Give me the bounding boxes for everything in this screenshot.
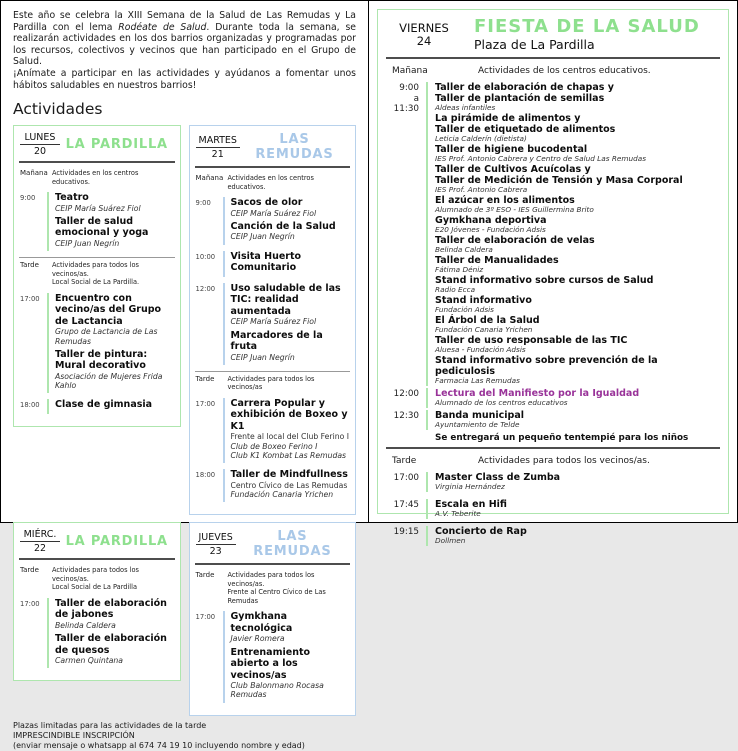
time-slot (195, 469, 351, 502)
time-label (386, 499, 426, 519)
activity-subtitle: Leticia Calderín (dietista) (435, 134, 527, 143)
time-line: 17:00 (195, 399, 216, 408)
activity (435, 410, 720, 429)
session-label: Mañana (20, 169, 48, 178)
activity (231, 611, 351, 643)
title-line: Stand informativo (435, 295, 532, 306)
time-line: 17:45 (393, 500, 420, 510)
intro-lema: Rodéate de Salud (118, 21, 207, 33)
activity (55, 399, 175, 411)
snack-note: Se entregará un pequeño tentempié para los niños (435, 433, 689, 443)
day-name: LUNES (20, 132, 60, 145)
friday-day (388, 22, 460, 48)
friday-day-date: 24 (416, 33, 432, 48)
activity-subtitle: E20 Jóvenes - Fundación Adsis (435, 225, 546, 234)
slot-activities (426, 472, 720, 492)
activity-title (231, 469, 351, 481)
session-label: Tarde (195, 571, 215, 580)
location-title: LAS REMUDAS (255, 132, 334, 163)
divider (195, 166, 351, 168)
location-title: LA PARDILLA (65, 534, 168, 550)
activity-subtitle: Fundación Canaria Yrichen (435, 325, 533, 334)
session-header (19, 563, 175, 596)
time-slot (195, 398, 351, 463)
day-number: 21 (211, 148, 224, 160)
title-line: Gymkhana deportiva (435, 215, 547, 226)
time-line: 12:00 (393, 389, 420, 399)
title-line: Taller de pintura: Mural decorativo (55, 348, 148, 372)
activity (435, 472, 720, 491)
activity-subtitle: Aldeas infantiles (435, 103, 496, 112)
activity-title (231, 398, 351, 433)
activity-title (231, 330, 351, 353)
activity-title (55, 633, 175, 656)
slot-activities (426, 82, 720, 386)
friday-title-block (460, 17, 718, 52)
activity-title (231, 197, 351, 209)
title-line: Sacos de olor (230, 197, 303, 209)
divider (386, 447, 720, 449)
friday-subtitle: Plaza de La Pardilla (474, 37, 595, 52)
session-header (19, 257, 175, 291)
activity-subtitle: Javier Romera (230, 634, 285, 644)
intro-cta: ¡Anímate a participar en las actividades y ayúdanos a fomentar unos hábitos saludables en nuestros barrios! (13, 67, 357, 91)
activity-title (55, 349, 175, 372)
title-line: Taller de etiquetado de alimentos (435, 124, 616, 135)
session-header (195, 568, 351, 609)
activity (435, 388, 720, 407)
friday-morning-header (386, 62, 720, 81)
activity-title (55, 216, 175, 239)
session-header (195, 171, 351, 195)
registration-note (13, 721, 356, 751)
time-label (195, 251, 223, 277)
title-line: Taller de uso responsable de las TIC (435, 335, 628, 346)
time-slot (195, 283, 351, 365)
time-slot (19, 293, 175, 394)
slot-activities (426, 388, 720, 408)
activity (231, 398, 351, 460)
activity (435, 295, 720, 314)
time-slot (195, 197, 351, 245)
title-line: Canción de la Salud (230, 220, 336, 232)
activity (55, 216, 175, 248)
activity-subtitle: Alumnado de los centros educativos (435, 398, 568, 407)
day-box-martes (189, 125, 357, 515)
activity-subtitle: Grupo de Lactancia de Las Remudas (55, 327, 158, 346)
activity-subtitle: Ayuntamiento de Telde (435, 420, 520, 429)
time-slot (386, 410, 720, 430)
location-title: LAS REMUDAS (253, 529, 332, 560)
session-label: Tarde (20, 261, 39, 270)
friday-morning-slots (386, 82, 720, 430)
divider (19, 558, 175, 560)
title-line: Stand informativo sobre cursos de Salud (435, 275, 654, 286)
activity-title (55, 192, 175, 204)
session-note-line: Actividades para todos los vecinos/as. (52, 261, 139, 278)
activity-subtitle: Centro Cívico de Las Remudas (230, 480, 348, 490)
activity (231, 251, 351, 274)
session-note-line: Frente al Centro Cívico de Las Remudas (227, 588, 326, 605)
activity-title (435, 275, 720, 286)
title-line: Entrenamiento abierto a los vecinos/as (230, 646, 311, 681)
title-line: Taller de salud emocional y yoga (55, 215, 149, 239)
divider (19, 161, 175, 163)
activity (435, 235, 720, 254)
title-line: Taller de Mindfullness (230, 469, 348, 481)
friday-day-name: VIERNES (399, 20, 449, 35)
title-line: Master Class de Zumba (435, 472, 561, 483)
time-label (386, 410, 426, 430)
activity (435, 144, 720, 163)
time-line: 17:00 (393, 473, 420, 483)
time-label (195, 283, 223, 365)
footer-line3: (enviar mensaje o whatsapp al 674 74 19 10 incluyendo nombre y edad) (13, 740, 305, 750)
time-line: 18:00 (20, 401, 40, 410)
session-note-line: Actividades en los centros educativos. (52, 169, 139, 186)
day-name: MIÉRC. (20, 529, 60, 542)
friday-afternoon-slots (386, 472, 720, 546)
day-number: 22 (33, 543, 47, 555)
activity (231, 469, 351, 499)
day-date (20, 529, 60, 554)
session-label: Tarde (20, 566, 39, 575)
activity-title (435, 164, 720, 186)
intro-text (13, 10, 356, 68)
activity-subtitle: Club K1 Kombat Las Remudas (230, 450, 347, 460)
activity-title (55, 598, 175, 621)
activity-subtitle: Belinda Caldera (435, 245, 493, 254)
intro-part1: Este año se celebra la XIII Semana de la Salud de Las Remudas y La Pardilla con el lema (13, 10, 357, 33)
time-line: 9:00 (195, 199, 211, 208)
title-line: Uso saludable de las TIC: realidad aumentada (230, 282, 341, 317)
slot-activities (47, 293, 175, 394)
time-line: 19:15 (393, 527, 420, 537)
title-line: El azúcar en los alimentos (435, 195, 575, 206)
time-line: 10:00 (195, 252, 216, 261)
activity (435, 335, 720, 354)
title-line: Taller de elaboración de velas (435, 235, 595, 246)
activity (435, 526, 720, 545)
day-date (196, 135, 240, 160)
day-date (196, 532, 236, 557)
time-slot (19, 598, 175, 669)
time-line: 9:00 (20, 194, 36, 203)
activity-subtitle: Fundación Canaria Yrichen (230, 490, 334, 500)
title-line: Visita Huerto Comunitario (230, 250, 302, 274)
title-line: Gymkhana tecnológica (230, 611, 293, 634)
activity-subtitle: CEIP María Suárez Fiol (230, 208, 317, 218)
activity (231, 330, 351, 362)
activity-title (231, 647, 351, 682)
activity-title (435, 355, 720, 377)
footer-line2: IMPRESCINDIBLE INSCRIPCIÓN (13, 730, 135, 740)
title-line: El Árbol de la Salud (435, 315, 540, 326)
time-label (195, 398, 223, 463)
activity (231, 197, 351, 218)
time-label (19, 399, 47, 414)
activities-heading: Actividades (13, 100, 103, 119)
activity-title (231, 251, 351, 274)
time-slot (19, 399, 175, 414)
location-title: LA PARDILLA (65, 137, 168, 153)
activity-subtitle: IES Prof. Antonio Cabrera (435, 185, 528, 194)
session-note (52, 169, 174, 186)
slot-activities (47, 598, 175, 669)
activity-title (55, 293, 175, 328)
time-label (386, 388, 426, 408)
time-line: 9:00 (399, 83, 420, 93)
title-line: La pirámide de alimentos y (435, 113, 581, 124)
activity (435, 113, 720, 143)
day-box-lunes (13, 125, 181, 427)
title-line: Taller de elaboración de chapas y (435, 82, 614, 93)
session-label: Tarde (392, 456, 417, 466)
day-box-jueves (189, 522, 357, 715)
activity-subtitle: Belinda Caldera (55, 620, 116, 630)
time-slot (19, 192, 175, 251)
day-name: JUEVES (196, 532, 236, 545)
activity-subtitle: Carmen Quintana (55, 656, 124, 666)
activity-subtitle: CEIP María Suárez Fiol (55, 203, 141, 213)
slot-activities (223, 398, 351, 463)
time-label (195, 469, 223, 502)
time-label (19, 598, 47, 669)
activity-title (55, 399, 175, 411)
slot-activities (223, 611, 351, 702)
time-line: 11:30 (393, 104, 420, 114)
activity-title (231, 283, 351, 318)
activity (435, 275, 720, 294)
day-box-mirc (13, 522, 181, 681)
title-line: Taller de Medición de Tensión y Masa Corporal (435, 175, 683, 186)
activity (55, 598, 175, 630)
title-line: Banda municipal (435, 410, 524, 421)
session-label: Tarde (195, 374, 215, 383)
activity (435, 82, 720, 112)
activity-subtitle: Fátima Déniz (435, 265, 484, 274)
time-label (195, 197, 223, 245)
activity-subtitle: CEIP Juan Negrín (230, 232, 295, 242)
session-header (195, 371, 351, 396)
time-label (19, 293, 47, 394)
session-note-line: Local Social de La Pardilla (52, 583, 138, 592)
session-note-line: Actividades para todos los vecinos/as. (52, 566, 139, 583)
time-line: 12:00 (195, 284, 216, 293)
activity-title (435, 113, 720, 135)
activity-subtitle: Fundación Adsis (435, 305, 494, 314)
activity (231, 647, 351, 700)
activity (231, 221, 351, 242)
time-line: a (413, 93, 420, 104)
time-slot (195, 611, 351, 702)
activity (231, 283, 351, 327)
activity (435, 315, 720, 334)
time-label (386, 472, 426, 492)
friday-title: FIESTA DE LA SALUD (474, 16, 700, 37)
activity (55, 349, 175, 391)
session-header (19, 166, 175, 190)
activity-title (435, 526, 720, 537)
activity (435, 499, 720, 518)
session-label: Mañana (195, 174, 224, 183)
day-boxes-grid (13, 125, 356, 716)
time-slot (386, 526, 720, 546)
title-line: Concierto de Rap (435, 526, 527, 537)
activity-title (435, 82, 720, 104)
activity-subtitle: IES Prof. Antonio Cabrera y Centro de Salud Las Remudas (435, 154, 647, 163)
title-line: Escala en Hifi (435, 499, 507, 510)
time-slot (386, 472, 720, 492)
activity-subtitle: A.V. Teberite (435, 509, 481, 518)
day-name: MARTES (196, 135, 240, 148)
time-line: 17:00 (20, 294, 40, 303)
activity-title (231, 221, 351, 233)
activity-subtitle: Asociación de Mujeres Frida Kahlo (55, 371, 163, 391)
slot-activities (426, 410, 720, 430)
title-line: Teatro (55, 192, 89, 204)
title-line: Taller de elaboración de jabones (55, 597, 167, 621)
activity-subtitle: Alumnado de 3º ESO - IES Guillermina Brito (435, 205, 594, 214)
slot-activities (47, 192, 175, 251)
activity (435, 255, 720, 274)
day-box-header (19, 528, 175, 558)
day-number: 23 (209, 545, 222, 557)
session-note (228, 375, 350, 392)
friday-panel (377, 9, 729, 545)
time-slot (386, 388, 720, 408)
activity-subtitle: Farmacia Las Remudas (435, 376, 520, 385)
time-label (386, 82, 426, 386)
time-label (19, 192, 47, 251)
friday-afternoon-header (386, 452, 720, 471)
time-slot (195, 251, 351, 277)
day-box-header (195, 528, 351, 563)
left-page (1, 1, 369, 750)
session-note-line: Local Social de La Pardilla. (52, 278, 140, 287)
activity-subtitle: Club Balonmano Rocasa Remudas (230, 681, 324, 700)
title-line: Carrera Popular y exhibición de Boxeo y K1 (230, 397, 348, 432)
session-note: Actividades para todos los vecinos/as. (478, 456, 650, 466)
session-note (228, 571, 350, 605)
activity (55, 633, 175, 665)
title-line: Stand informativo sobre prevención de la pediculosis (435, 355, 658, 377)
title-line: Taller de elaboración de quesos (55, 633, 167, 656)
intro-paragraph (13, 10, 356, 91)
slot-activities (223, 251, 351, 277)
activity-subtitle: CEIP María Suárez Fiol (230, 317, 317, 327)
session-note (52, 566, 174, 592)
activity (435, 164, 720, 194)
slot-activities (223, 469, 351, 502)
activity-title (231, 611, 351, 634)
time-slot (386, 82, 720, 386)
activity-subtitle: CEIP Juan Negrín (55, 238, 120, 248)
title-line: Taller de Manualidades (435, 255, 559, 266)
day-box-header (19, 131, 175, 161)
session-label: Mañana (392, 66, 428, 76)
day-number: 20 (33, 146, 47, 158)
activity-subtitle: Dollmen (435, 536, 466, 545)
activity-subtitle: Radio Ecca (435, 285, 476, 294)
session-note (52, 261, 174, 287)
time-line: 12:30 (393, 411, 420, 421)
session-note-line: Actividades para todos los vecinos/as (227, 374, 315, 392)
slot-activities (47, 399, 175, 414)
activity-subtitle: Virginia Hernández (435, 482, 505, 491)
day-date (20, 132, 60, 157)
right-page (369, 1, 737, 545)
activity-subtitle: Aluesa - Fundación Adsis (435, 345, 526, 354)
slot-activities (223, 283, 351, 365)
activity-subtitle: Frente al local del Club Ferino I (230, 432, 349, 442)
session-note-line: Actividades en los centros educativos. (227, 174, 314, 191)
slot-activities (426, 499, 720, 519)
intro-part2: . Durante toda la semana, se realizarán actividades en los dos barrios organizadas y programadas por los recursos, colectivos y vecinos que han participado en el Grupo de Salud. (13, 21, 357, 68)
title-line: Clase de gimnasia (55, 399, 153, 411)
friday-header (386, 13, 720, 57)
time-label (386, 526, 426, 546)
footer-line1: Plazas limitadas para las actividades de la tarde (13, 720, 207, 730)
divider (386, 57, 720, 59)
activity (435, 355, 720, 385)
time-label (195, 611, 223, 702)
time-line: 17:00 (20, 599, 40, 608)
slot-activities (426, 526, 720, 546)
day-box-header (195, 131, 351, 166)
time-line: 18:00 (195, 471, 216, 480)
session-note-line: Actividades para todos los vecinos/as. (227, 571, 315, 588)
time-slot (386, 499, 720, 519)
title-line: Encuentro con vecino/as del Grupo de Lactancia (55, 292, 162, 327)
activity (55, 293, 175, 346)
title-line: Taller de Cultivos Acuícolas y (435, 164, 591, 175)
time-line: 17:00 (195, 613, 216, 622)
title-line: Taller de plantación de semillas (435, 93, 605, 104)
title-line: Marcadores de la fruta (230, 329, 323, 353)
title-line: Lectura del Manifiesto por la Igualdad (435, 388, 640, 399)
session-note: Actividades de los centros educativos. (478, 66, 651, 76)
activity (55, 192, 175, 213)
activity (435, 215, 720, 234)
slot-activities (223, 197, 351, 245)
activity-subtitle: CEIP Juan Negrín (230, 352, 295, 362)
divider (195, 563, 351, 565)
title-line: Taller de higiene bucodental (435, 144, 588, 155)
activity (435, 195, 720, 214)
session-note (228, 174, 350, 191)
activity-subtitle: Club de Boxeo Ferino I (230, 441, 318, 451)
